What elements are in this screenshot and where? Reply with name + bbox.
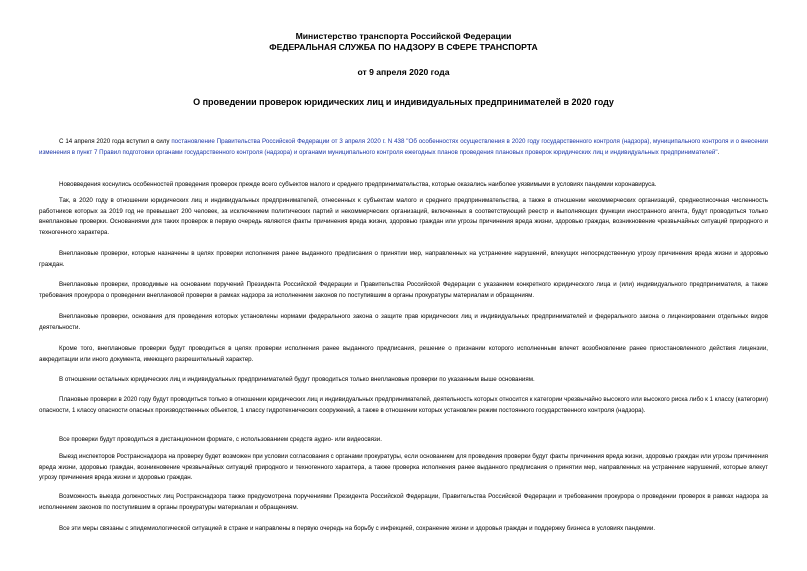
paragraph-2: Нововведения коснулись особенностей проведения проверок прежде всего субъектов малого и среднего предпринимательства, которые оказались наиболее уязвимыми в условиях пандемии коронавируса. — [59, 181, 657, 188]
paragraph-7: Кроме того, внеплановые проверки будут проводиться в целях проверки исполнения ранее выданного предписания, решение о признании которого исполненным влечет возобновление ранее приостановленного действия лицензии, аккредитации или иного документа, имеющего разрешительный характер. — [39, 345, 768, 363]
paragraph-intro-text-before: С 14 апреля 2020 года вступил в силу — [59, 138, 172, 145]
document-title: О проведении проверок юридических лиц и индивидуальных предпринимателей в 2020 году — [193, 97, 614, 107]
paragraph-6: Внеплановые проверки, основания для проведения которых установлены нормами федерального закона о защите прав юридических лиц и индивидуальных предпринимателей и федерального закона о лицензировании отдельных видов деятельности. — [39, 313, 768, 331]
paragraph-12: Возможность выезда должностных лиц Ространснадзора также предусмотрена поручениями Президента Российской Федерации, Правительства Российской Федерации и требованием прокурора о проведении проверок в рамках надзора за исполнением законов по поступившим в органы прокуратуры материалам и обращениям. — [39, 493, 768, 511]
paragraph-intro-text-after: . — [717, 148, 720, 156]
paragraph-13: Все эти меры связаны с эпидемиологической ситуацией в стране и направлены в первую очередь на борьбу с инфекцией, сохранение жизни и здоровья граждан и поддержку бизнеса в условиях пандемии. — [59, 525, 656, 532]
paragraph-3: Так, в 2020 году в отношении юридических лиц и индивидуальных предпринимателей, отнесенных к субъектам малого и среднего предпринимательства, а также в отношении некоммерческих организаций, среднесписочная численность работников которых за 2019 год не превышает 200 человек, за исключением политических партий и некоммерческих организаций, включенных в соответствующий реестр и выполняющих функции иностранного агента, будут проводиться только внеплановые проверки. Основаниями для таких проверок в первую очередь являются факты причинения вреда жизни, здоровью граждан или угрозы причинения вреда жизни, здоровью граждан, возникновение чрезвычайных ситуаций природного и техногенного характера. — [39, 197, 768, 236]
paragraph-9: Плановые проверки в 2020 году будут проводиться только в отношении юридических лиц и индивидуальных предпринимателей, деятельность которых относится к категории чрезвычайно высокого или высокого риска либо к 1 классу (категории) опасности, 1 классу опасности опасных производственных объектов, 1 классу гидротехнических сооружений, а также в отношении которых установлен режим постоянного государственного контроля (надзора). — [39, 396, 768, 414]
paragraph-8: В отношении остальных юридических лиц и индивидуальных предпринимателей будут проводиться только внеплановые проверки по указанным выше основаниям. — [59, 376, 535, 383]
ministry-name: Министерство транспорта Российской Федерации — [295, 31, 512, 41]
document-date: от 9 апреля 2020 года — [357, 67, 450, 77]
paragraph-5: Внеплановые проверки, проводимые на основании поручений Президента Российской Федерации и Правительства Российской Федерации с указанием конкретного юридического лица и (или) индивидуального предпринимателя, а также требования прокурора о проведении внеплановой проверки в рамках надзора за исполнением законов по поступившим в органы прокуратуры материалам и обращениям. — [39, 281, 768, 299]
paragraph-10: Все проверки будут проводиться в дистанционном формате, с использованием средств аудио- или видеосвязи. — [59, 436, 382, 443]
agency-name: ФЕДЕРАЛЬНАЯ СЛУЖБА ПО НАДЗОРУ В СФЕРЕ ТРАНСПОРТА — [269, 42, 538, 52]
paragraph-4: Внеплановые проверки, которые назначены в целях проверки исполнения ранее выданного предписания о принятии мер, направленных на устранение нарушений, влекущих непосредственную угрозу причинения вреда жизни и здоровью граждан. — [39, 250, 768, 268]
resolution-438-link[interactable]: постановление Правительства Российской Федерации от 3 апреля 2020 г. N 438 "Об особенностях осуществления в 2020 году государственного контроля (надзора), муниципального контроля и о внесении изменения в пункт 7 Правил подготовки органами государственного контроля (надзора) и органами муниципального контроля ежегодных планов проведения плановых проверок юридических лиц и индивидуальных предпринимателей" — [39, 138, 768, 156]
paragraph-intro — [39, 137, 768, 158]
paragraph-11: Выезд инспекторов Ространснадзора на проверку будет возможен при условии согласования с органами прокуратуры, если основанием для проведения проверки будут факты причинения вреда жизни, здоровью граждан или угрозы причинения вреда жизни, здоровью граждан, возникновение чрезвычайных ситуаций природного и техногенного характера, а также проверка исполнения ранее выданного предписания о принятии мер, направленных на устранение нарушений, которые влекут угрозу причинения вреда жизни и здоровью граждан. — [39, 453, 768, 481]
